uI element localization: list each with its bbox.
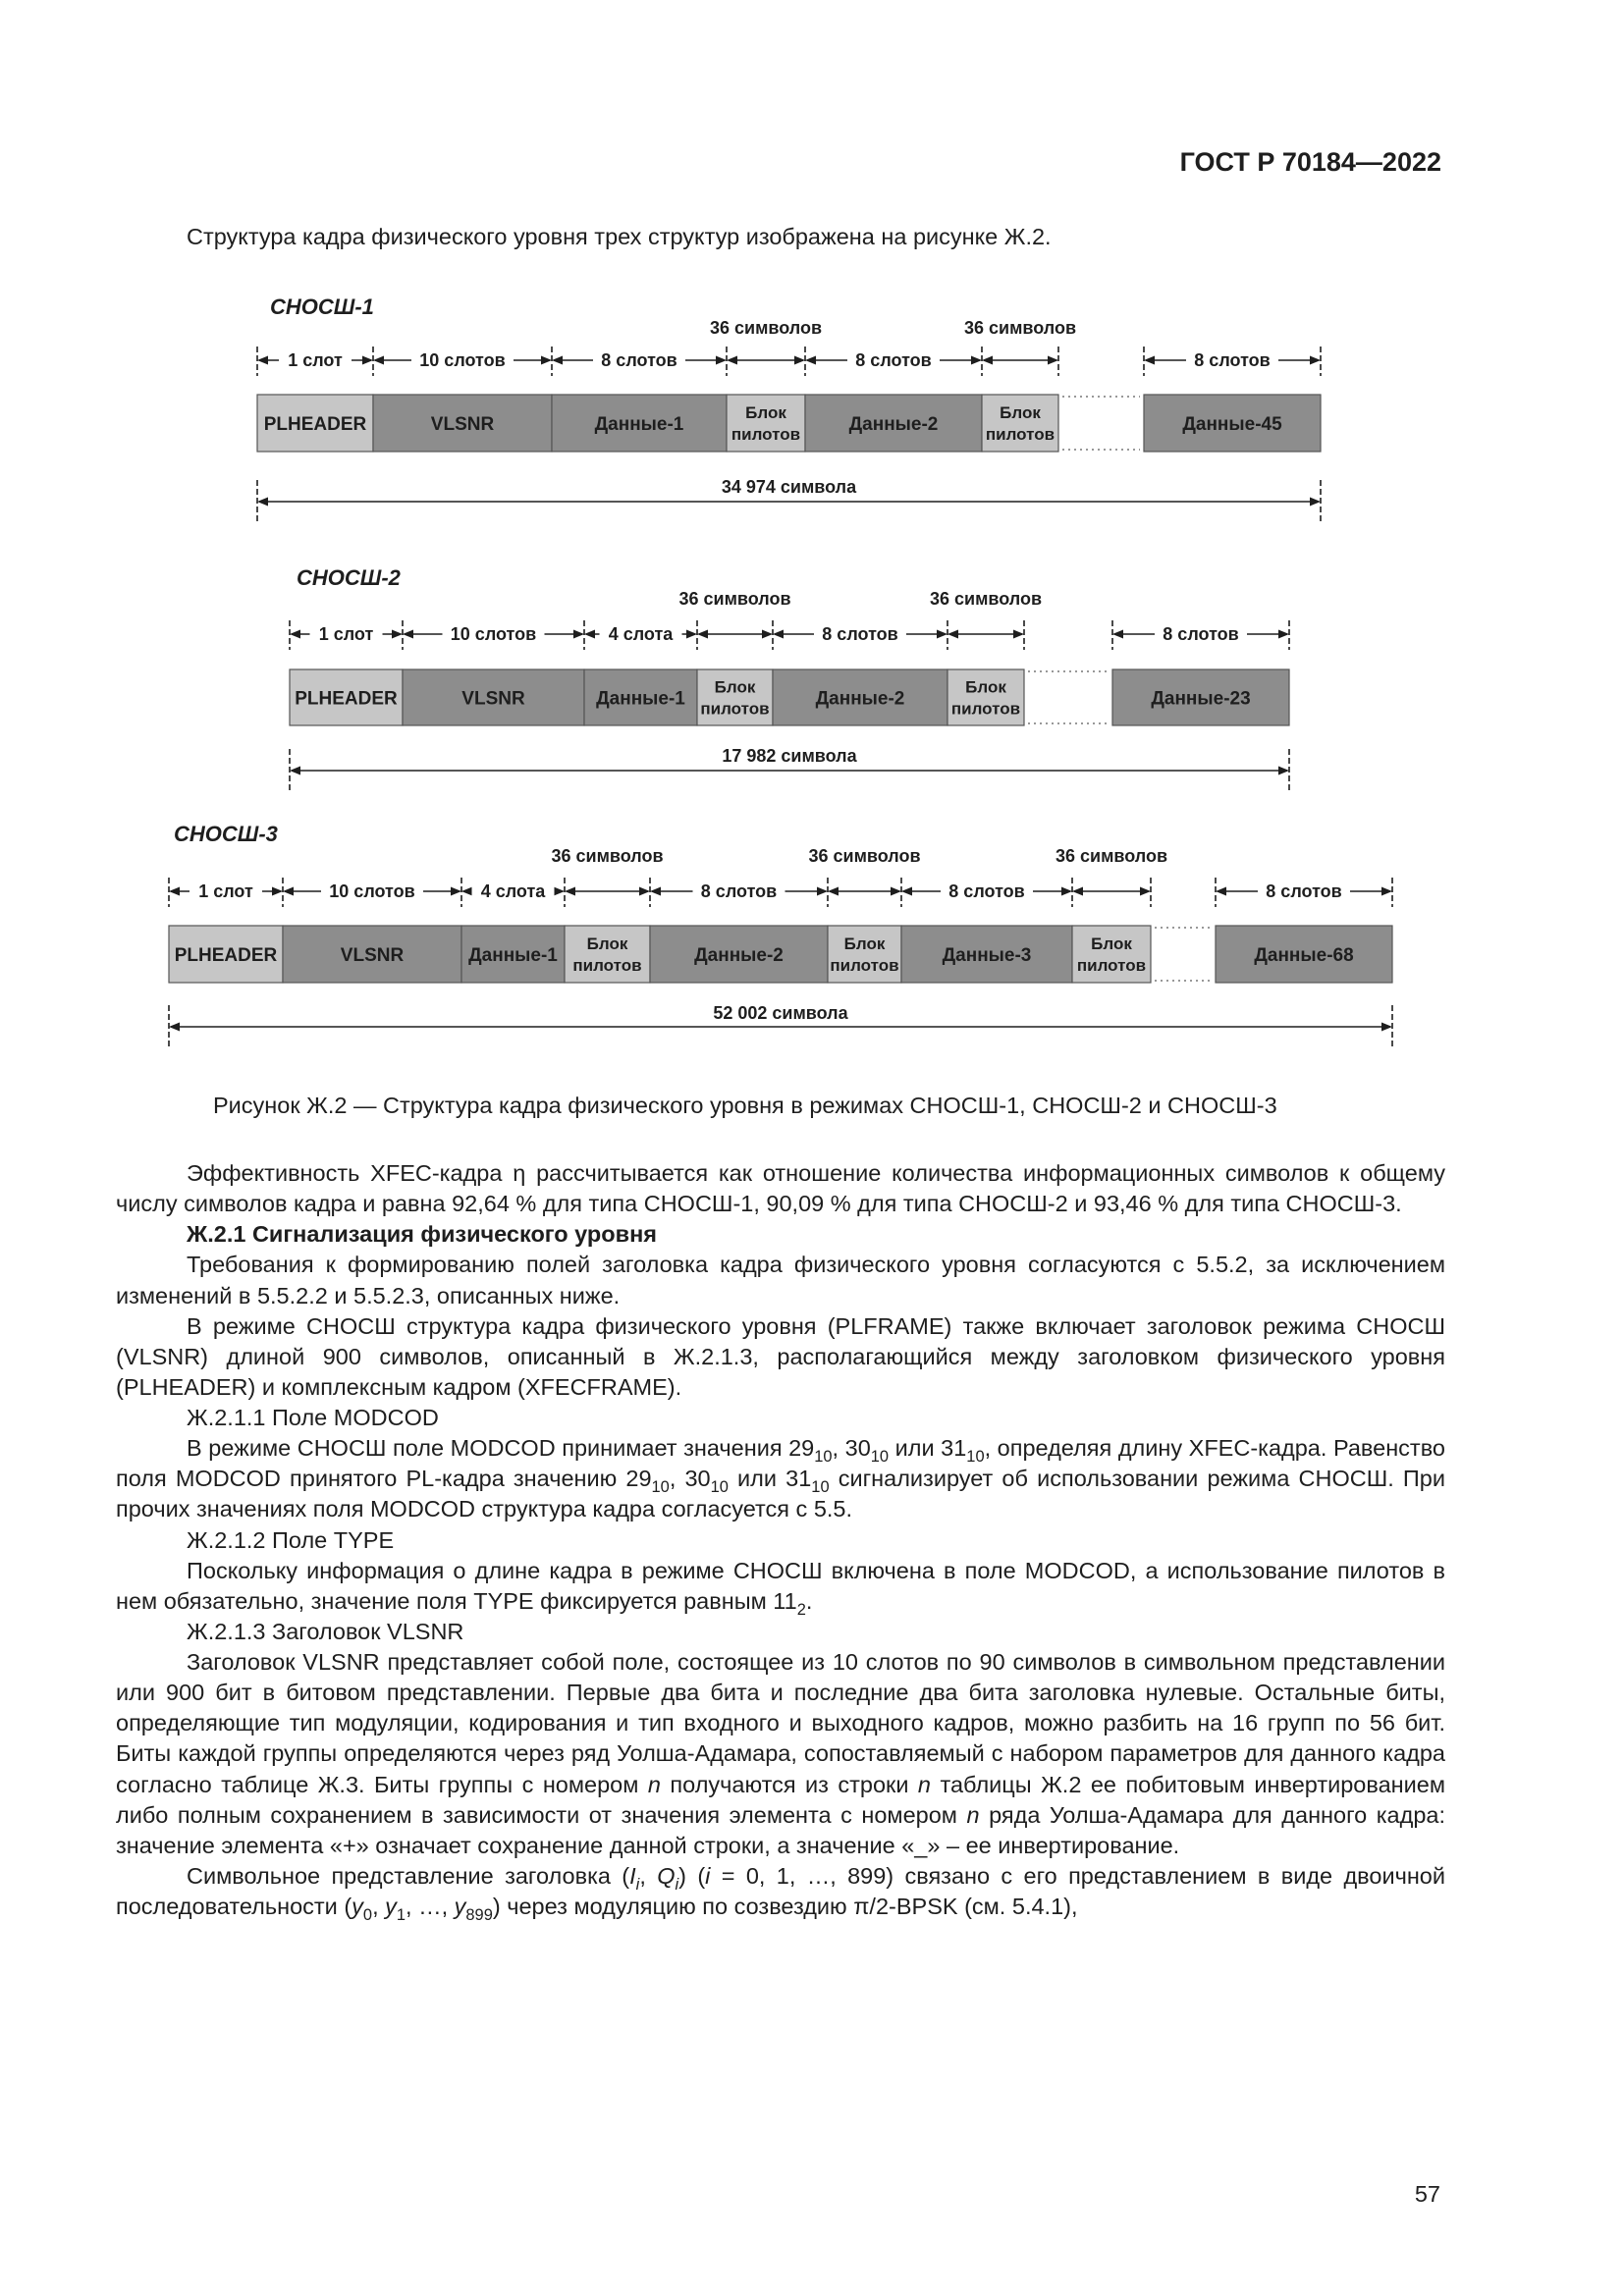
pilot-label-line: Блок bbox=[745, 403, 786, 422]
block-label: Данные-45 bbox=[1182, 414, 1282, 435]
plframe-paragraph: В режиме СНОСШ структура кадра физического уровня (PLFRAME) также включает заголовок режима СНОСШ (VLSNR) длиной 900 символов, описанный в Ж.2.1.3, располагающийся между заголовком физического уровня (PLHEADER) и комплексным кадром (XFECFRAME). bbox=[116, 1312, 1445, 1400]
pilot-block bbox=[565, 926, 650, 983]
width-dimension bbox=[552, 348, 727, 370]
width-label: 8 слотов bbox=[700, 881, 778, 901]
pilot-dimension bbox=[808, 846, 920, 896]
pilot-arrow bbox=[697, 630, 773, 639]
pilot-arrow bbox=[1072, 887, 1151, 896]
block-label: Данные-2 bbox=[848, 414, 939, 435]
pilot-arrow bbox=[982, 356, 1058, 365]
width-dimension bbox=[461, 880, 565, 901]
modcod-paragraph: В режиме СНОСШ поле MODCOD принимает значения $29_{10}$, $30_{10}$ или $31_{10}$, определяя длину XFEC-кадра. Равенство поля MODCOD принятого PL-кадра значению $29_{10}$, $30_{10}$ или $31_{10}$ сигнализирует об использовании режима СНОСШ. При прочих значениях поля MODCOD структура кадра согласуется с 5.5. bbox=[116, 1435, 1445, 1522]
requirements-paragraph: Требования к формированию полей заголовка кадра физического уровня согласуются с 5.5.2, за исключением изменений в 5.5.2.2 и 5.5.2.3, описанных ниже. bbox=[116, 1252, 1445, 1308]
width-label: 8 слотов bbox=[601, 350, 677, 370]
width-dimension bbox=[773, 622, 947, 644]
pilot-label-line: пилотов bbox=[950, 699, 1021, 719]
diagram-title: СНОСШ-3 bbox=[174, 822, 278, 846]
standard-header: ГОСТ Р 70184—2022 bbox=[1179, 147, 1441, 177]
pilot-label-line: Блок bbox=[965, 677, 1006, 697]
block-label: VLSNR bbox=[461, 688, 525, 710]
diagram-title: СНОСШ-1 bbox=[270, 294, 374, 319]
width-label: 8 слотов bbox=[1194, 350, 1271, 370]
pilot-dimension bbox=[964, 318, 1076, 365]
total-arrow bbox=[257, 498, 1321, 507]
block-label: Данные-2 bbox=[694, 945, 784, 966]
frame-block bbox=[773, 669, 947, 725]
page-number: 57 bbox=[1414, 2181, 1440, 2207]
width-label: 10 слотов bbox=[329, 881, 415, 901]
frame-block bbox=[461, 926, 565, 983]
pilot-symbol-count: 36 символов bbox=[678, 589, 791, 609]
total-dimension bbox=[290, 746, 1289, 792]
pilot-label-line: пилотов bbox=[985, 425, 1056, 444]
total-label: 17 982 символа bbox=[722, 746, 857, 766]
block-label: PLHEADER bbox=[295, 688, 398, 710]
diagram-title: СНОСШ-2 bbox=[297, 565, 401, 590]
width-label: 1 слот bbox=[198, 881, 253, 901]
total-dimension bbox=[257, 477, 1321, 523]
frame-block bbox=[584, 669, 697, 725]
width-label: 8 слотов bbox=[1266, 881, 1342, 901]
width-dimension bbox=[1112, 622, 1289, 644]
frame-diagram-1 bbox=[257, 294, 1321, 523]
width-dimension bbox=[1216, 880, 1392, 901]
pilot-label-line: пилотов bbox=[1076, 956, 1147, 975]
frame-block bbox=[1216, 926, 1392, 983]
frame-block bbox=[373, 395, 552, 452]
total-dimension bbox=[169, 1003, 1392, 1048]
type-paragraph: Поскольку информация о длине кадра в режиме СНОСШ включена в поле MODCOD, а использование пилотов в нем обязательно, значение поля TYPE фиксируется равным $11_2$. bbox=[116, 1557, 1445, 1619]
pilot-block bbox=[947, 669, 1024, 725]
block-label: Данные-2 bbox=[815, 688, 905, 710]
pilot-symbol-count: 36 символов bbox=[709, 318, 823, 338]
total-arrow bbox=[169, 1023, 1392, 1032]
width-label: 10 слотов bbox=[419, 350, 506, 370]
figure-caption: Рисунок Ж.2 — Структура кадра физического уровня в режимах СНОСШ-1, СНОСШ-2 и СНОСШ-3 bbox=[213, 1093, 1277, 1118]
pilot-label-line: пилотов bbox=[572, 956, 642, 975]
pilot-dimension bbox=[551, 846, 663, 896]
subsection-heading-vlsnr: Ж.2.1.3 Заголовок VLSNR bbox=[187, 1618, 464, 1644]
width-label: 4 слота bbox=[480, 881, 546, 901]
total-label: 34 974 символа bbox=[721, 477, 857, 497]
vlsnr-paragraph: Заголовок VLSNR представляет собой поле, состоящее из 10 слотов по 90 символов в символьном представлении или 900 бит в битовом представлении. Первые два бита и последние два бита заголовка нулевые. Остальные биты, определяющие тип модуляции, кодирования и тип входного и выходного кадров, можно разбить на 16 групп по 56 бит. Биты каждой группы определяются через ряд Уолша-Адамара, сопоставляемый с набором параметров для данного кадра согласно таблице Ж.3. Биты группы с номером n получаются из строки n таблицы Ж.2 ее побитовым инвертированием либо полным сохранением в зависимости от значения элемента с номером n ряда Уолша-Адамара для данного кадра: значение элемента «+» означает сохранение данной строки, а значение «_» – ее инвертирование. bbox=[116, 1649, 1446, 1858]
section-heading-signaling: Ж.2.1 Сигнализация физического уровня bbox=[187, 1221, 657, 1248]
pilot-block bbox=[1072, 926, 1151, 983]
width-dimension bbox=[901, 880, 1072, 901]
pilot-block bbox=[982, 395, 1058, 452]
pilot-label-line: пилотов bbox=[830, 956, 899, 975]
width-dimension bbox=[584, 622, 697, 644]
frame-block bbox=[169, 926, 283, 983]
frame-block bbox=[650, 926, 828, 983]
frame-block bbox=[805, 395, 982, 452]
pilot-label-line: Блок bbox=[1091, 934, 1132, 953]
pilot-dimension bbox=[930, 589, 1042, 639]
block-label: Данные-1 bbox=[594, 414, 684, 435]
width-label: 8 слотов bbox=[948, 881, 1025, 901]
pilot-symbol-count: 36 символов bbox=[963, 318, 1077, 338]
body-text bbox=[116, 1158, 1445, 1922]
block-label: PLHEADER bbox=[174, 945, 278, 966]
frame-block bbox=[290, 669, 403, 725]
frame-block bbox=[552, 395, 727, 452]
width-label: 1 слот bbox=[318, 624, 374, 644]
block-label: Данные-1 bbox=[468, 945, 558, 966]
pilot-symbol-count: 36 символов bbox=[808, 846, 921, 866]
pilot-arrow bbox=[727, 356, 805, 365]
width-dimension bbox=[650, 880, 828, 901]
width-dimension bbox=[373, 348, 552, 370]
frame-diagram-3 bbox=[169, 822, 1392, 1048]
frame-diagram-2 bbox=[290, 565, 1289, 792]
pilot-label-line: Блок bbox=[1000, 403, 1041, 422]
intro-sentence: Структура кадра физического уровня трех структур изображена на рисунке Ж.2. bbox=[187, 224, 1052, 249]
frame-block bbox=[403, 669, 584, 725]
subsection-heading-modcod: Ж.2.1.1 Поле MODCOD bbox=[187, 1405, 439, 1430]
total-arrow bbox=[290, 767, 1289, 775]
pilot-block bbox=[727, 395, 805, 452]
width-dimension bbox=[169, 880, 283, 901]
block-label: Данные-68 bbox=[1254, 945, 1354, 966]
width-dimension bbox=[805, 348, 982, 370]
pilot-label-line: Блок bbox=[843, 934, 886, 953]
pilot-dimension bbox=[678, 589, 790, 639]
block-label: VLSNR bbox=[430, 414, 495, 435]
block-label: PLHEADER bbox=[263, 414, 367, 435]
efficiency-paragraph: Эффективность XFEC-кадра η рассчитывается как отношение количества информационных символов к общему числу символов кадра и равна 92,64 % для типа СНОСШ-1, 90,09 % для типа СНОСШ-2 и 93,46 % для типа СНОСШ-3. bbox=[116, 1160, 1445, 1217]
width-label: 8 слотов bbox=[855, 350, 932, 370]
width-label: 10 слотов bbox=[450, 624, 537, 644]
width-label: 4 слота bbox=[608, 624, 674, 644]
frame-block bbox=[901, 926, 1072, 983]
pilot-label-line: Блок bbox=[586, 934, 628, 953]
total-label: 52 002 символа bbox=[713, 1003, 848, 1023]
subsection-heading-type: Ж.2.1.2 Поле TYPE bbox=[187, 1526, 395, 1553]
frame-structure-figure bbox=[0, 285, 1624, 1080]
pilot-symbol-count: 36 символов bbox=[929, 589, 1043, 609]
block-label: VLSNR bbox=[340, 945, 405, 966]
width-dimension bbox=[283, 880, 461, 901]
pilot-label-line: Блок bbox=[714, 677, 756, 697]
pilot-arrow bbox=[828, 887, 901, 896]
pilot-block bbox=[828, 926, 901, 983]
pilot-symbol-count: 36 символов bbox=[1055, 846, 1168, 866]
pilot-symbol-count: 36 символов bbox=[551, 846, 664, 866]
block-label: Данные-3 bbox=[942, 945, 1032, 966]
block-label: Данные-1 bbox=[596, 688, 685, 710]
pilot-arrow bbox=[947, 630, 1024, 639]
pilot-arrow bbox=[565, 887, 650, 896]
width-dimension bbox=[403, 622, 584, 644]
pilot-block bbox=[697, 669, 773, 725]
pilot-label-line: пилотов bbox=[700, 699, 770, 719]
frame-block bbox=[283, 926, 461, 983]
frame-block bbox=[1112, 669, 1289, 725]
symbolic-paragraph: Символьное представление заголовка ($I_i$, $Q_i$) (i = 0, 1, …, 899) связано с его представлением в виде двоичной последовательности ($y_0$, $y_1$, …, $y_{899}$) через модуляцию по созвездию π/2-BPSK (см. 5.4.1), bbox=[116, 1862, 1445, 1924]
width-dimension bbox=[257, 348, 373, 370]
frame-block bbox=[257, 395, 373, 452]
width-dimension bbox=[290, 622, 403, 644]
pilot-label-line: пилотов bbox=[731, 425, 801, 444]
block-label: Данные-23 bbox=[1151, 688, 1251, 710]
width-label: 8 слотов bbox=[1163, 624, 1239, 644]
width-dimension bbox=[1144, 348, 1321, 370]
frame-block bbox=[1144, 395, 1321, 452]
width-label: 8 слотов bbox=[822, 624, 898, 644]
width-label: 1 слот bbox=[288, 350, 343, 370]
